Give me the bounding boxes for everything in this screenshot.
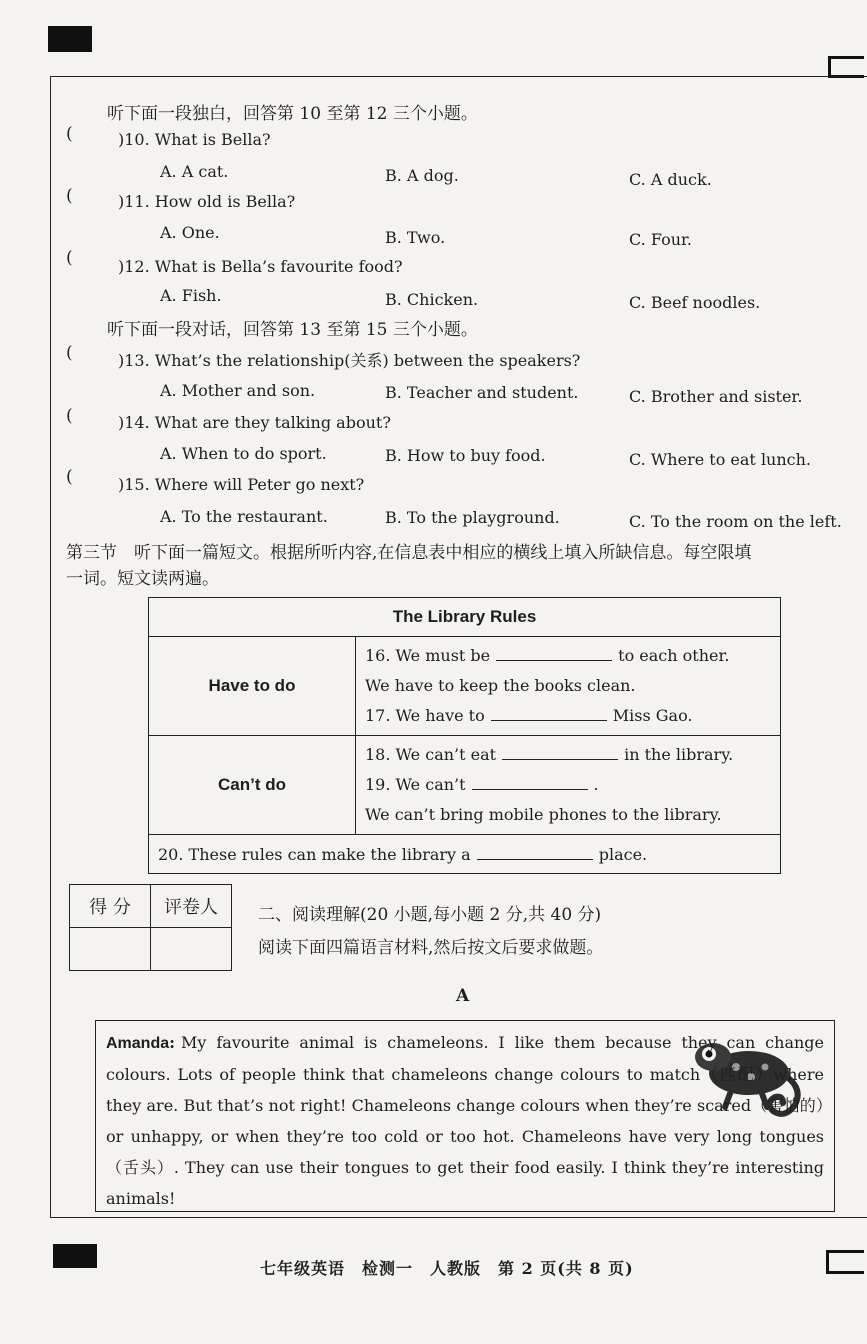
- question-14-option-a: A. When to do sport.: [160, 444, 327, 463]
- passage-speaker: Amanda: [106, 1035, 170, 1052]
- answer-paren: (: [66, 248, 73, 268]
- grader-header: 评卷人: [151, 885, 232, 928]
- question-13-option-b: B. Teacher and student.: [385, 383, 579, 402]
- q18-prefix: 18. We can’t eat: [365, 745, 497, 764]
- q16-line: [365, 641, 771, 671]
- answer-paren: (: [66, 406, 73, 426]
- q20-prefix: 20. These rules can make the library a: [158, 844, 471, 864]
- question-12-option-b: B. Chicken.: [385, 290, 479, 309]
- cant-do-label: Can’t do: [149, 736, 356, 835]
- question-10-option-c: C. A duck.: [629, 170, 712, 189]
- question-13-option-c: C. Brother and sister.: [629, 387, 803, 406]
- question-14-stem: )14. What are they talking about?: [118, 413, 391, 432]
- have-rule-line: We have to keep the books clean.: [365, 676, 636, 695]
- passage-a-box: [95, 1020, 835, 1212]
- question-10-stem: )10. What is Bella?: [118, 130, 271, 149]
- q17-prefix: 17. We have to: [365, 706, 485, 725]
- question-11-stem: )11. How old is Bella?: [118, 192, 296, 211]
- q20-cell: [149, 835, 781, 874]
- question-11-option-c: C. Four.: [629, 230, 692, 249]
- have-to-do-cell: [356, 637, 781, 736]
- question-12-stem: )12. What is Bella’s favourite food?: [118, 257, 403, 276]
- registration-mark-top-right: [828, 56, 864, 78]
- score-field[interactable]: [70, 928, 151, 971]
- question-15-option-b: B. To the playground.: [385, 508, 560, 527]
- question-13-option-a: A. Mother and son.: [160, 381, 316, 400]
- passage-a-text: [106, 1027, 824, 1214]
- q20-suffix: place.: [598, 844, 648, 864]
- q16-prefix: 16. We must be: [365, 646, 491, 665]
- question-13-stem: )13. What’s the relationship(关系) between the speakers?: [118, 351, 581, 370]
- registration-mark-bottom-right: [826, 1250, 864, 1274]
- answer-paren: (: [66, 343, 73, 363]
- part3-instruction-line2: 一词。短文读两遍。: [66, 569, 219, 589]
- question-15-stem: )15. Where will Peter go next?: [118, 475, 365, 494]
- answer-paren: (: [66, 124, 73, 144]
- cant-do-cell: [356, 736, 781, 835]
- question-15-option-c: C. To the room on the left.: [629, 512, 842, 531]
- answer-blank-18[interactable]: [502, 758, 618, 760]
- question-14-option-c: C. Where to eat lunch.: [629, 450, 812, 469]
- have-to-do-label: Have to do: [149, 637, 356, 736]
- q17-suffix: Miss Gao.: [612, 706, 693, 725]
- q17-line: [365, 701, 771, 731]
- score-box: [69, 884, 232, 971]
- answer-paren: (: [66, 186, 73, 206]
- monologue-intro: 听下面一段独白，回答第 10 至第 12 三个小题。: [107, 104, 478, 124]
- q16-suffix: to each other.: [618, 646, 730, 665]
- q18-suffix: in the library.: [624, 745, 734, 764]
- score-header: 得 分: [70, 885, 151, 928]
- q18-line: [365, 740, 771, 770]
- question-14-option-b: B. How to buy food.: [385, 446, 546, 465]
- part3-instruction-line1: 第三节 听下面一篇短文。根据所听内容,在信息表中相应的横线上填入所缺信息。每空限填: [66, 543, 752, 563]
- registration-mark-top-left: [48, 26, 92, 52]
- reading-instruction: 阅读下面四篇语言材料,然后按文后要求做题。: [258, 938, 604, 958]
- answer-blank-16[interactable]: [496, 659, 612, 661]
- page-footer: 七年级英语 检测一 人教版 第 2 页(共 8 页): [260, 1259, 634, 1278]
- question-15-option-a: A. To the restaurant.: [160, 507, 328, 526]
- registration-mark-bottom-left: [53, 1244, 97, 1268]
- passage-label: A: [456, 986, 470, 1006]
- question-12-option-a: A. Fish.: [160, 286, 222, 305]
- answer-blank-19[interactable]: [472, 788, 588, 790]
- library-rules-table: [148, 597, 781, 874]
- answer-blank-17[interactable]: [491, 719, 607, 721]
- table-title: The Library Rules: [149, 598, 781, 637]
- answer-blank-20[interactable]: [477, 858, 593, 860]
- q19-prefix: 19. We can’t: [365, 775, 466, 794]
- question-11-option-b: B. Two.: [385, 228, 446, 247]
- passage-body: My favourite animal is chameleons. I like them because they can change colours. Lots of people think that chameleons change colours to match（匹配）where they are. But that’s not right! Chameleons change colours when they’re scared（害怕的）or unhappy, or when they’re too cold or too hot. Chameleons have very long tongues（舌头）. They can use their tongues to get their food easily. I think they’re interesting animals!: [106, 1033, 824, 1208]
- question-10-option-b: B. A dog.: [385, 166, 459, 185]
- answer-paren: (: [66, 467, 73, 487]
- q19-suffix: .: [593, 775, 599, 794]
- question-10-option-a: A. A cat.: [160, 162, 229, 181]
- cant-rule-line: We can’t bring mobile phones to the library.: [365, 805, 722, 824]
- reading-section-title: 二、阅读理解(20 小题,每小题 2 分,共 40 分): [258, 905, 602, 925]
- q19-line: [365, 770, 771, 800]
- dialogue-intro: 听下面一段对话，回答第 13 至第 15 三个小题。: [107, 320, 478, 340]
- passage-speaker-colon: :: [169, 1033, 176, 1052]
- grader-field[interactable]: [151, 928, 232, 971]
- question-12-option-c: C. Beef noodles.: [629, 293, 761, 312]
- question-11-option-a: A. One.: [160, 223, 220, 242]
